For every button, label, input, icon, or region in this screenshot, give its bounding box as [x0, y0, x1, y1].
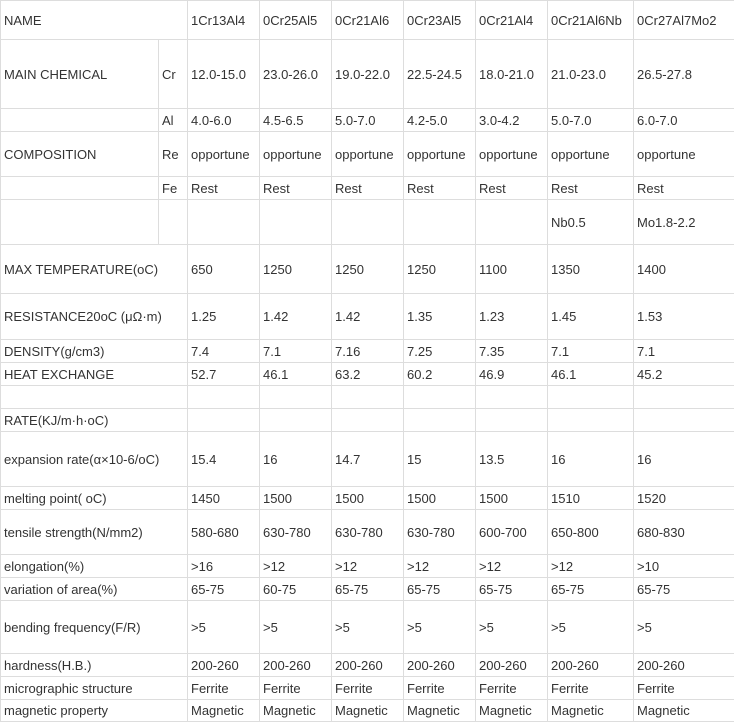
melting-value: 1500: [476, 487, 548, 510]
empty-cell: [634, 386, 734, 409]
cr-value: 19.0-22.0: [332, 40, 404, 109]
bending-value: >5: [548, 601, 634, 654]
empty-cell: [260, 386, 332, 409]
empty-cell: [1, 386, 188, 409]
al-value: 5.0-7.0: [548, 109, 634, 132]
tensile-value: 580-680: [188, 510, 260, 555]
variation-row: [1, 578, 734, 601]
re-value: opportune: [634, 132, 734, 177]
melting-row: [1, 487, 734, 510]
elongation-value: >10: [634, 555, 734, 578]
resistance-value: 1.35: [404, 294, 476, 340]
cr-value: 26.5-27.8: [634, 40, 734, 109]
empty-cell: [1, 177, 159, 200]
variation-value: 65-75: [634, 578, 734, 601]
micro-value: Ferrite: [548, 677, 634, 700]
other-value: [188, 200, 260, 245]
magnetic-label: magnetic property: [1, 700, 188, 722]
density-value: 7.16: [332, 340, 404, 363]
expansion-label: expansion rate(α×10-6/oC): [1, 432, 188, 487]
magnetic-value: Magnetic: [332, 700, 404, 722]
max-temp-value: 1350: [548, 245, 634, 294]
resistance-label: RESISTANCE20oC (μΩ·m): [1, 294, 188, 340]
rate-label: RATE(KJ/m·h·oC): [1, 409, 188, 432]
re-value: opportune: [476, 132, 548, 177]
grade-header: 0Cr25Al5: [260, 1, 332, 40]
density-value: 7.1: [548, 340, 634, 363]
empty-cell: [1, 200, 159, 245]
elongation-value: >12: [476, 555, 548, 578]
expansion-value: 16: [548, 432, 634, 487]
al-value: 3.0-4.2: [476, 109, 548, 132]
hardness-value: 200-260: [404, 654, 476, 677]
heat-exchange-value: 46.9: [476, 363, 548, 386]
heat-exchange-value: 46.1: [548, 363, 634, 386]
cr-value: 21.0-23.0: [548, 40, 634, 109]
heat-exchange-row: [1, 363, 734, 386]
melting-value: 1450: [188, 487, 260, 510]
fe-value: Rest: [260, 177, 332, 200]
max-temp-label: MAX TEMPERATURE(oC): [1, 245, 188, 294]
fe-value: Rest: [404, 177, 476, 200]
heat-exchange-label: HEAT EXCHANGE: [1, 363, 188, 386]
fe-value: Rest: [548, 177, 634, 200]
al-value: 6.0-7.0: [634, 109, 734, 132]
bending-value: >5: [476, 601, 548, 654]
tensile-value: 630-780: [260, 510, 332, 555]
cr-value: 22.5-24.5: [404, 40, 476, 109]
hardness-value: 200-260: [476, 654, 548, 677]
bending-row: [1, 601, 734, 654]
density-value: 7.35: [476, 340, 548, 363]
fe-value: Rest: [634, 177, 734, 200]
element-symbol: Al: [159, 109, 188, 132]
empty-cell: [188, 386, 260, 409]
bending-value: >5: [634, 601, 734, 654]
grade-header: 0Cr21Al4: [476, 1, 548, 40]
elongation-value: >16: [188, 555, 260, 578]
max-temp-row: [1, 245, 734, 294]
element-symbol: Cr: [159, 40, 188, 109]
heat-exchange-value: 52.7: [188, 363, 260, 386]
element-symbol: Fe: [159, 177, 188, 200]
empty-cell: [476, 386, 548, 409]
grade-header: 1Cr13Al4: [188, 1, 260, 40]
variation-value: 65-75: [476, 578, 548, 601]
header-row: [1, 1, 734, 40]
name-label: NAME: [1, 1, 188, 40]
al-value: 4.0-6.0: [188, 109, 260, 132]
empty-cell: [332, 386, 404, 409]
hardness-value: 200-260: [332, 654, 404, 677]
empty-cell: [476, 409, 548, 432]
hardness-value: 200-260: [188, 654, 260, 677]
hardness-value: 200-260: [548, 654, 634, 677]
density-value: 7.25: [404, 340, 476, 363]
expansion-row: [1, 432, 734, 487]
main-chemical-label: MAIN CHEMICAL: [1, 40, 159, 109]
empty-cell: [404, 409, 476, 432]
empty-cell: [159, 200, 188, 245]
bending-value: >5: [332, 601, 404, 654]
max-temp-value: 1250: [332, 245, 404, 294]
magnetic-value: Magnetic: [260, 700, 332, 722]
other-element-row: [1, 200, 734, 245]
magnetic-row: [1, 700, 734, 722]
resistance-value: 1.23: [476, 294, 548, 340]
melting-value: 1500: [332, 487, 404, 510]
max-temp-value: 1250: [404, 245, 476, 294]
variation-value: 60-75: [260, 578, 332, 601]
max-temp-value: 650: [188, 245, 260, 294]
expansion-value: 13.5: [476, 432, 548, 487]
magnetic-value: Magnetic: [404, 700, 476, 722]
other-value: [260, 200, 332, 245]
empty-cell: [332, 409, 404, 432]
empty-cell: [548, 386, 634, 409]
re-value: opportune: [548, 132, 634, 177]
empty-cell: [260, 409, 332, 432]
grade-header: 0Cr21Al6Nb: [548, 1, 634, 40]
al-value: 4.2-5.0: [404, 109, 476, 132]
expansion-value: 14.7: [332, 432, 404, 487]
al-row: [1, 109, 734, 132]
elongation-value: >12: [404, 555, 476, 578]
empty-cell: [188, 409, 260, 432]
bending-value: >5: [260, 601, 332, 654]
hardness-value: 200-260: [634, 654, 734, 677]
hardness-row: [1, 654, 734, 677]
cr-value: 12.0-15.0: [188, 40, 260, 109]
cr-value: 18.0-21.0: [476, 40, 548, 109]
melting-value: 1520: [634, 487, 734, 510]
micro-row: [1, 677, 734, 700]
max-temp-value: 1250: [260, 245, 332, 294]
heat-exchange-value: 46.1: [260, 363, 332, 386]
re-value: opportune: [188, 132, 260, 177]
density-row: [1, 340, 734, 363]
element-symbol: Re: [159, 132, 188, 177]
elongation-row: [1, 555, 734, 578]
melting-value: 1500: [404, 487, 476, 510]
bending-value: >5: [188, 601, 260, 654]
tensile-value: 630-780: [404, 510, 476, 555]
empty-cell: [548, 409, 634, 432]
other-value: [404, 200, 476, 245]
micro-value: Ferrite: [332, 677, 404, 700]
elongation-label: elongation(%): [1, 555, 188, 578]
magnetic-value: Magnetic: [548, 700, 634, 722]
hardness-value: 200-260: [260, 654, 332, 677]
re-row: [1, 132, 734, 177]
expansion-value: 15: [404, 432, 476, 487]
re-value: opportune: [260, 132, 332, 177]
density-value: 7.1: [260, 340, 332, 363]
grade-header: 0Cr21Al6: [332, 1, 404, 40]
heat-exchange-value: 45.2: [634, 363, 734, 386]
max-temp-value: 1100: [476, 245, 548, 294]
re-value: opportune: [404, 132, 476, 177]
grade-header: 0Cr23Al5: [404, 1, 476, 40]
magnetic-value: Magnetic: [188, 700, 260, 722]
tensile-label: tensile strength(N/mm2): [1, 510, 188, 555]
heat-exchange-value: 63.2: [332, 363, 404, 386]
empty-cell: [634, 409, 734, 432]
bending-value: >5: [404, 601, 476, 654]
tensile-value: 680-830: [634, 510, 734, 555]
other-value: Mo1.8-2.2: [634, 200, 734, 245]
melting-value: 1500: [260, 487, 332, 510]
fe-value: Rest: [332, 177, 404, 200]
variation-value: 65-75: [188, 578, 260, 601]
empty-cell: [404, 386, 476, 409]
hardness-label: hardness(H.B.): [1, 654, 188, 677]
other-value: [476, 200, 548, 245]
resistance-row: [1, 294, 734, 340]
micro-value: Ferrite: [404, 677, 476, 700]
re-value: opportune: [332, 132, 404, 177]
fe-value: Rest: [476, 177, 548, 200]
tensile-value: 650-800: [548, 510, 634, 555]
tensile-value: 630-780: [332, 510, 404, 555]
cr-row: [1, 40, 734, 109]
magnetic-value: Magnetic: [476, 700, 548, 722]
magnetic-value: Magnetic: [634, 700, 734, 722]
resistance-value: 1.42: [332, 294, 404, 340]
other-value: [332, 200, 404, 245]
al-value: 5.0-7.0: [332, 109, 404, 132]
density-value: 7.4: [188, 340, 260, 363]
other-value: Nb0.5: [548, 200, 634, 245]
expansion-value: 16: [634, 432, 734, 487]
variation-label: variation of area(%): [1, 578, 188, 601]
melting-value: 1510: [548, 487, 634, 510]
elongation-value: >12: [260, 555, 332, 578]
rate-row: [1, 409, 734, 432]
variation-value: 65-75: [332, 578, 404, 601]
fe-value: Rest: [188, 177, 260, 200]
micro-value: Ferrite: [634, 677, 734, 700]
variation-value: 65-75: [548, 578, 634, 601]
heat-exchange-value: 60.2: [404, 363, 476, 386]
grade-header: 0Cr27Al7Mo2: [634, 1, 734, 40]
al-value: 4.5-6.5: [260, 109, 332, 132]
elongation-value: >12: [332, 555, 404, 578]
micro-value: Ferrite: [260, 677, 332, 700]
expansion-value: 15.4: [188, 432, 260, 487]
composition-label: COMPOSITION: [1, 132, 159, 177]
expansion-value: 16: [260, 432, 332, 487]
bending-label: bending frequency(F/R): [1, 601, 188, 654]
max-temp-value: 1400: [634, 245, 734, 294]
empty-cell: [1, 109, 159, 132]
micro-label: micrographic structure: [1, 677, 188, 700]
spacer-row: [1, 386, 734, 409]
micro-value: Ferrite: [476, 677, 548, 700]
tensile-value: 600-700: [476, 510, 548, 555]
melting-label: melting point( oC): [1, 487, 188, 510]
fe-row: [1, 177, 734, 200]
density-value: 7.1: [634, 340, 734, 363]
tensile-row: [1, 510, 734, 555]
elongation-value: >12: [548, 555, 634, 578]
resistance-value: 1.25: [188, 294, 260, 340]
resistance-value: 1.53: [634, 294, 734, 340]
micro-value: Ferrite: [188, 677, 260, 700]
cr-value: 23.0-26.0: [260, 40, 332, 109]
density-label: DENSITY(g/cm3): [1, 340, 188, 363]
variation-value: 65-75: [404, 578, 476, 601]
resistance-value: 1.42: [260, 294, 332, 340]
resistance-value: 1.45: [548, 294, 634, 340]
